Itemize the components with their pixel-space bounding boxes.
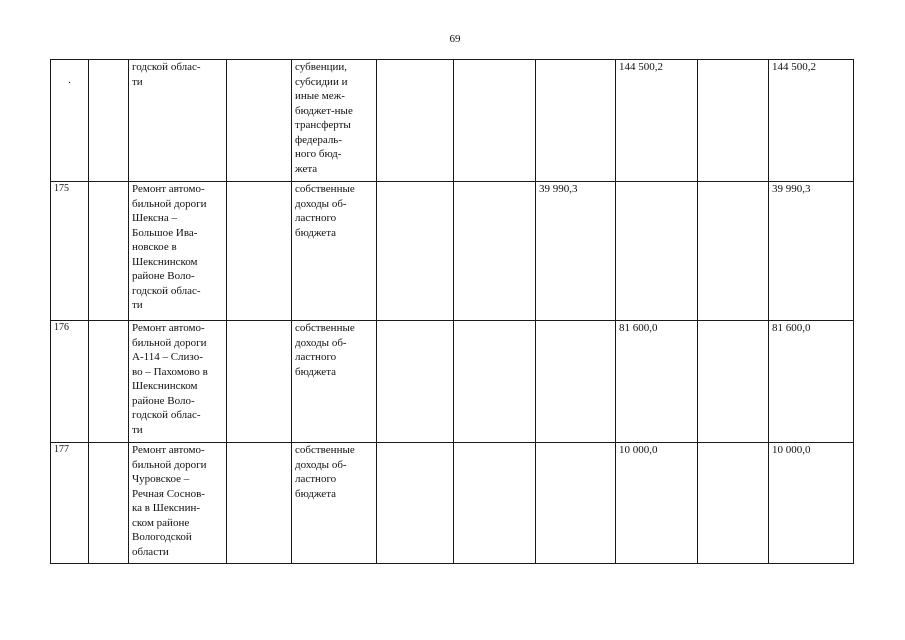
total-cell: 10 000,0 [769,443,854,564]
empty-cell [227,443,292,564]
empty-cell [454,321,536,443]
total-cell: 81 600,0 [769,321,854,443]
empty-cell [698,443,769,564]
amount-cell [616,182,698,321]
table-row [51,321,854,443]
table-row [51,443,854,564]
page-number: 69 [449,33,461,45]
amount-cell: 10 000,0 [616,443,698,564]
amount-cell [536,60,616,182]
empty-cell [377,321,454,443]
source-cell: собственные доходы об- ластного бюджета [292,182,377,321]
amount-cell [536,321,616,443]
empty-cell [698,182,769,321]
amount-cell [536,443,616,564]
row-number-cell: . [51,60,89,182]
empty-cell [698,321,769,443]
empty-cell [227,321,292,443]
table-row [51,182,854,321]
empty-cell [377,182,454,321]
object-cell: Ремонт автомо- бильной дороги Чуровское – Речная Соснов- ка в Шекснин- ском районе Вологодской области [129,443,227,564]
object-cell: годской облас- ти [129,60,227,182]
total-cell: 144 500,2 [769,60,854,182]
empty-cell [89,443,129,564]
total-cell: 39 990,3 [769,182,854,321]
empty-cell [89,60,129,182]
row-number-cell: 177 [51,443,89,564]
row-number-cell: 175 [51,182,89,321]
empty-cell [377,60,454,182]
empty-cell [89,182,129,321]
amount-cell: 81 600,0 [616,321,698,443]
empty-cell [698,60,769,182]
amount-cell: 144 500,2 [616,60,698,182]
empty-cell [454,443,536,564]
empty-cell [89,321,129,443]
amount-cell: 39 990,3 [536,182,616,321]
table-row [51,60,854,182]
object-cell: Ремонт автомо- бильной дороги Шексна – Большое Ива- новское в Шекснинском районе Воло- годской облас- ти [129,182,227,321]
budget-table [50,59,854,564]
source-cell: субвенции, субсидии и иные меж- бюджет-ные трансферты федераль- ного бюд- жета [292,60,377,182]
empty-cell [454,60,536,182]
empty-cell [377,443,454,564]
row-number-cell: 176 [51,321,89,443]
empty-cell [227,182,292,321]
source-cell: собственные доходы об- ластного бюджета [292,443,377,564]
object-cell: Ремонт автомо- бильной дороги А-114 – Слизо- во – Пахомово в Шекснинском районе Воло- годской облас- ти [129,321,227,443]
empty-cell [454,182,536,321]
empty-cell [227,60,292,182]
source-cell: собственные доходы об- ластного бюджета [292,321,377,443]
